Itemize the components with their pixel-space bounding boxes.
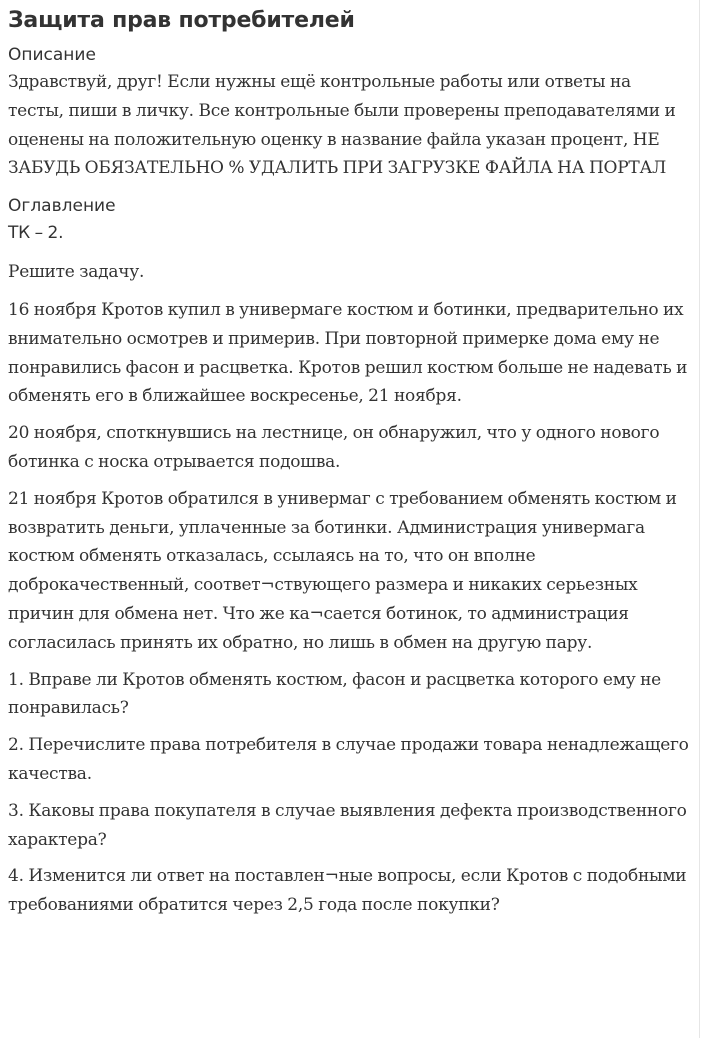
question-4: 4. Изменится ли ответ на поставлен¬ные вопросы, если Кротов с подобными требованиями обратится через 2,5 года после покупки? [8, 866, 687, 916]
description-text: Здравствуй, друг! Если нужны ещё контрольные работы или ответы на тесты, пиши в личку. Все контрольные были проверены преподавателями и оценены на положительную оценку в название файла указан процент, НЕ ЗАБУДЬ ОБЯЗАТЕЛЬНО % УДАЛИТЬ ПРИ ЗАГРУЗКЕ ФАЙЛА НА ПОРТАЛ [8, 72, 676, 179]
question-2: 2. Перечислите права потребителя в случае продажи товара ненадлежащего качества. [8, 735, 689, 784]
task-paragraph-2: 20 ноября, споткнувшись на лестнице, он обнаружил, что у одного нового ботинка с носка отрывается подошва. [8, 423, 660, 472]
description-label: Описание [8, 45, 96, 65]
task-heading: Решите задачу. [8, 262, 145, 283]
toc-text: ТК – 2. [8, 223, 64, 244]
question-3: 3. Каковы права покупателя в случае выявления дефекта производственного характера? [8, 800, 687, 850]
question-1: 1. Вправе ли Кротов обменять костюм, фасон и расцветка которого ему не понравилась? [8, 669, 661, 719]
page-title: Защита прав потребителей [8, 8, 355, 33]
task-paragraph-3: 21 ноября Кротов обратился в универмаг с требованием обменять костюм и возвратить деньги, уплаченные за ботинки. Администрация универмага костюм обменять отказалась, ссылаясь на то, что он вполне доброкачественный, соответ¬ствующего размера и никаких серьезных причин для обмена нет. Что же ка¬сается ботинок, то администрация согласилась принять их обратно, но лишь в обмен на другую пару. [8, 488, 677, 653]
toc-label: Оглавление [8, 196, 116, 217]
task-paragraph-1: 16 ноября Кротов купил в универмаге костюм и ботинки, предварительно их внимательно осмотрев и примерив. При повторной примерке дома ему не понравились фасон и расцветка. Кротов решил костюм больше не надевать и обменять его в ближайшее воскресенье, 21 ноября. [8, 299, 688, 407]
